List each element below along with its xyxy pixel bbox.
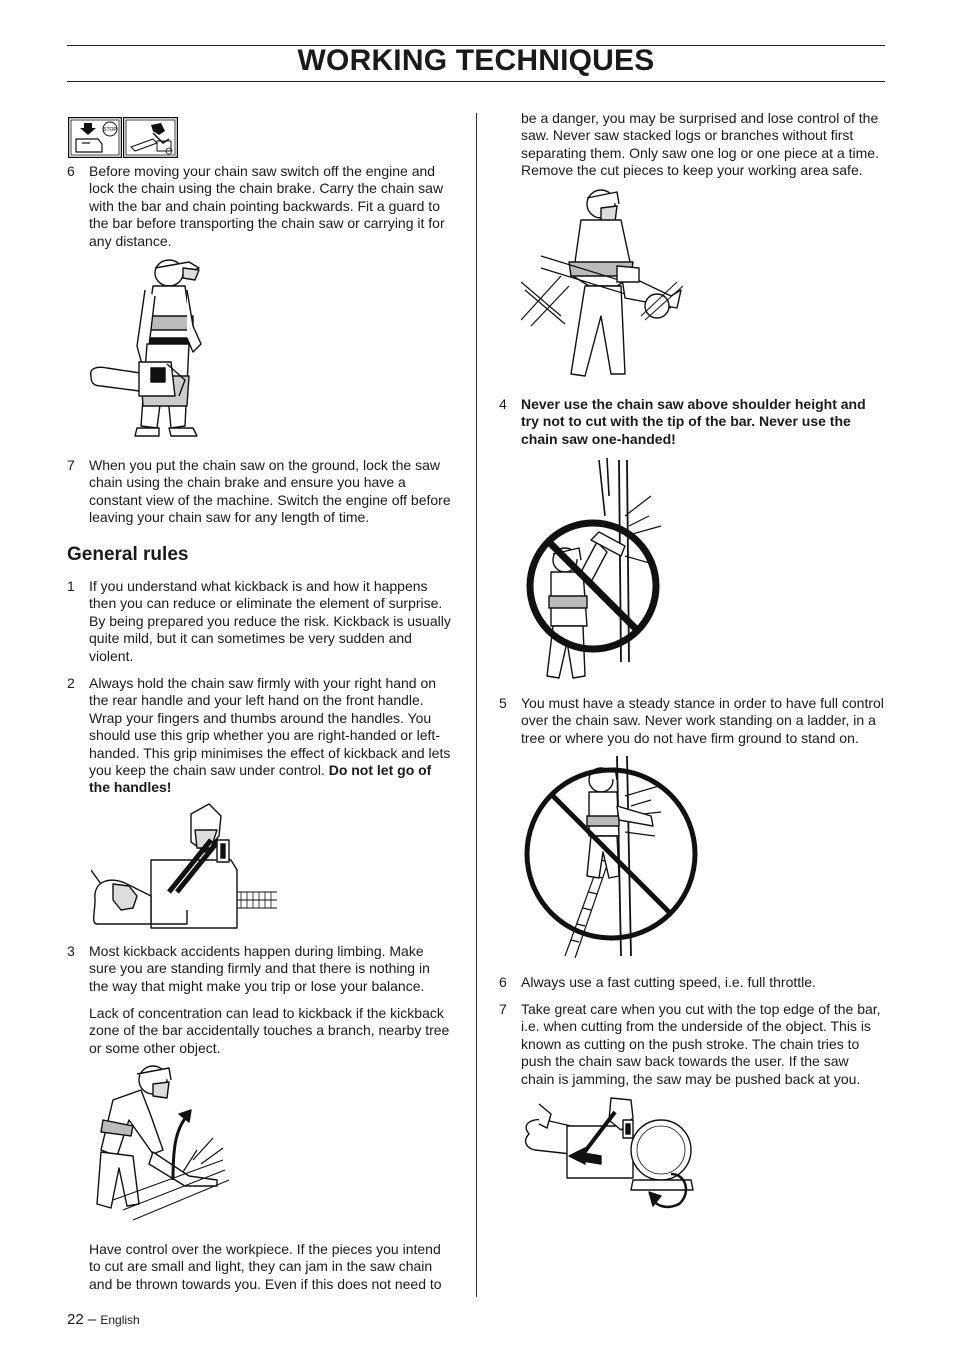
- item-number: 6: [499, 974, 507, 990]
- page-title: WORKING TECHNIQUES: [297, 44, 655, 77]
- list-item: [67, 675, 453, 797]
- list-item: [67, 943, 453, 995]
- item-text: If you understand what kickback is and how it happens then you can reduce or eliminate the element of surprise. By being prepared you reduce the risk. Kickback is usually quite mild, but it can sometimes be very sudden and violent.: [89, 578, 451, 664]
- footer-language: English: [100, 1313, 140, 1327]
- chainsaw-grip-illustration: [91, 800, 281, 932]
- push-stroke-illustration: [521, 1094, 703, 1218]
- item-number: 6: [67, 163, 75, 179]
- item-number: 5: [499, 695, 507, 711]
- list-item: [67, 457, 453, 527]
- column-divider: [476, 113, 477, 1297]
- limbing-illustration: [93, 1060, 233, 1230]
- item-text: You must have a steady stance in order to have full control over the chain saw. Never work standing on a ladder, in a tree or where you do not have firm ground to stand on.: [521, 695, 884, 746]
- carrying-chainsaw-illustration: [89, 256, 209, 448]
- ladder-prohibited-illustration: [521, 756, 703, 966]
- item-text: Take great care when you cut with the top edge of the bar, i.e. when cutting from the underside of the object. This is known as cutting on the push stroke. The chain tries to push the chain saw back towards the user. If the saw chain is jamming, the saw may be pushed back at you.: [521, 1001, 881, 1087]
- list-item: [499, 396, 885, 448]
- item-text-normal: Always hold the chain saw firmly with your right hand on the rear handle and your left hand on the front handle. Wrap your fingers and thumbs around the handles. You should use this grip whether you are right-handed or left-handed. This grip minimises the effect of kickback and lets you keep the chain saw under control.: [89, 675, 451, 779]
- item-text: When you put the chain saw on the ground, lock the saw chain using the chain brake and ensure you have a constant view of the machine. Switch the engine off before leaving your chain saw for any length of time.: [89, 457, 451, 526]
- paragraph: Have control over the workpiece. If the pieces you intend to cut are small and light, they can jam in the saw chain and be thrown towards you. Even if this does not need to: [89, 1241, 442, 1292]
- item-text: Before moving your chain saw switch off the engine and lock the chain using the chain brake. Carry the chain saw with the bar and chain pointing backwards. Fit a guard to the bar before transporting the chain saw or carrying it for any distance.: [89, 163, 445, 249]
- stop-engine-symbol-icon: [68, 117, 122, 158]
- item-text-bold: Do not let go of the handles!: [89, 762, 432, 796]
- item-number: 1: [67, 578, 75, 594]
- item-number: 2: [67, 675, 75, 691]
- list-item: [499, 974, 885, 991]
- list-item: [499, 695, 885, 747]
- section-heading: General rules: [67, 544, 189, 565]
- list-item: [499, 1001, 885, 1088]
- chain-brake-symbol-icon: [123, 117, 178, 158]
- item-text-bold: Never use the chain saw above shoulder height and try not to cut with the tip of the bar. Never use the chain saw one-handed!: [521, 396, 866, 447]
- page-number: 22 –: [67, 1311, 97, 1328]
- list-item: [67, 578, 453, 665]
- item-text: Always use a fast cutting speed, i.e. full throttle.: [521, 974, 816, 990]
- paragraph: be a danger, you may be surprised and lose control of the saw. Never saw stacked logs or branches without first separating them. Only saw one log or one piece at a time. Remove the cut pieces to keep your working area safe.: [521, 110, 879, 179]
- header-bottom-rule: [67, 81, 885, 82]
- sawing-log-illustration: [521, 186, 691, 386]
- item-text: Most kickback accidents happen during limbing. Make sure you are standing firmly and that there is nothing in the way that might make you trip or lose your balance.: [89, 943, 430, 994]
- item-text: [521, 396, 885, 448]
- page-footer: [67, 1311, 140, 1328]
- item-text: [89, 675, 453, 797]
- paragraph: Lack of concentration can lead to kickback if the kickback zone of the bar accidentally touches a branch, nearby tree or some other object.: [89, 1005, 450, 1056]
- item-number: 7: [499, 1001, 507, 1017]
- above-shoulder-prohibited-illustration: [521, 456, 666, 686]
- item-number: 4: [499, 396, 507, 412]
- list-item: [67, 163, 453, 250]
- item-number: 7: [67, 457, 75, 473]
- item-number: 3: [67, 943, 75, 959]
- stop-label: STOP: [103, 127, 117, 133]
